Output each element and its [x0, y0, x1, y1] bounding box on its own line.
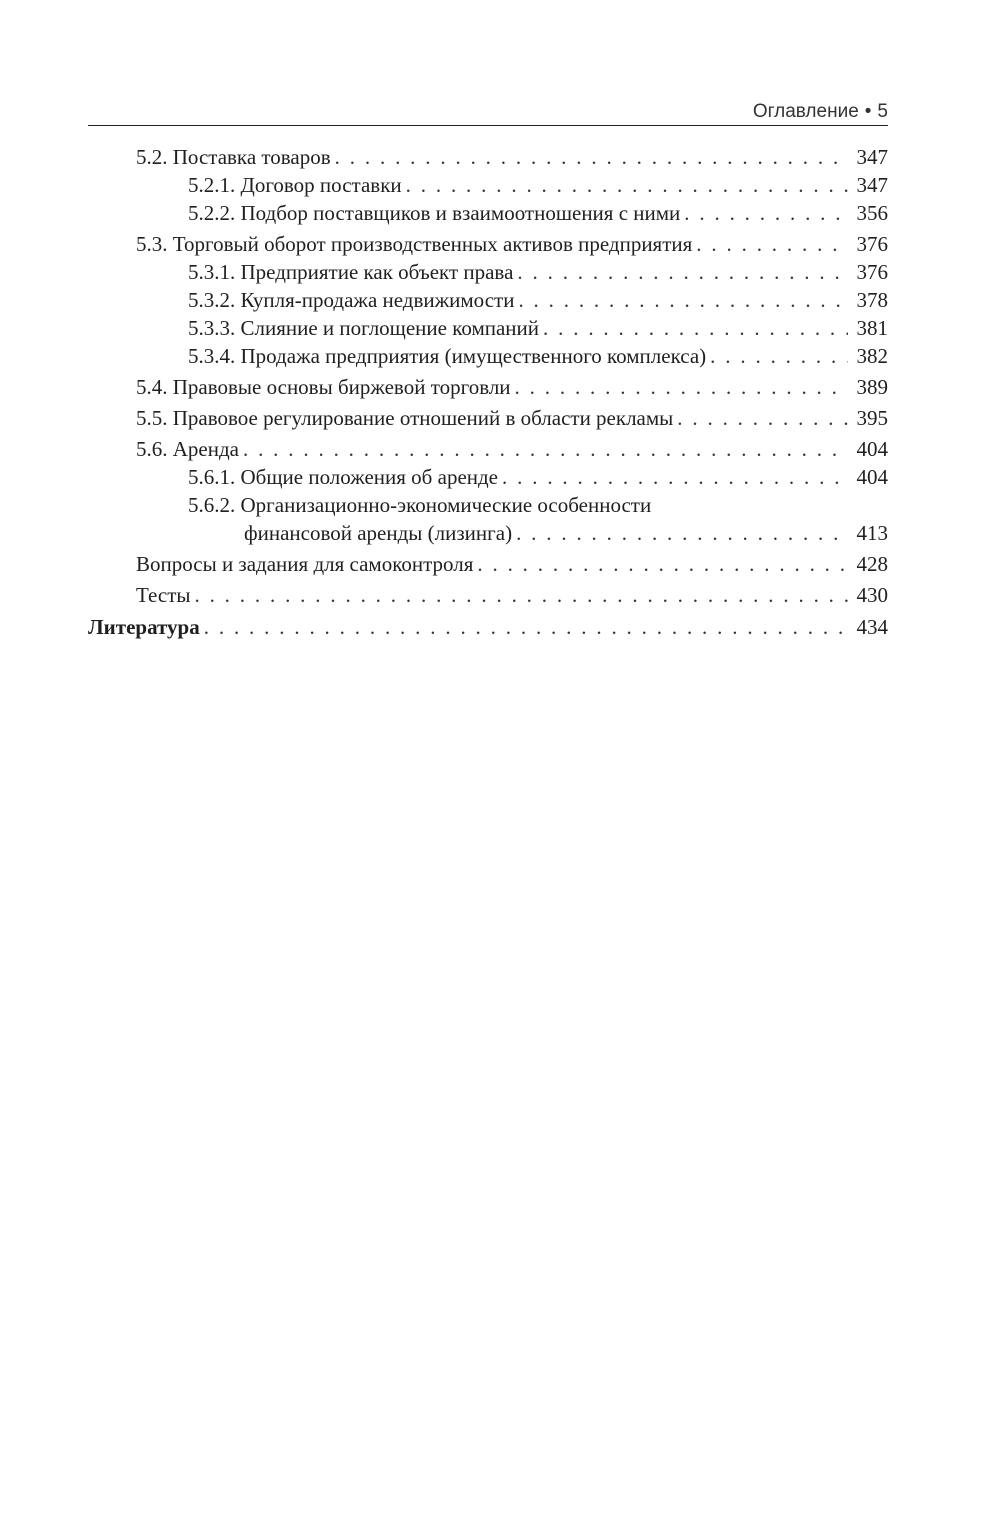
toc-entry-page: 347 [856, 173, 888, 197]
toc-entry-5-3-1[interactable] [0, 258, 888, 286]
dot-leader [710, 342, 848, 370]
dot-leader [684, 199, 848, 227]
dot-leader [677, 404, 848, 432]
toc-entry-number: 5.6. [136, 437, 173, 461]
toc-entry-5-4[interactable] [0, 373, 888, 401]
header-rule [88, 125, 888, 126]
toc-entry-5-2-1[interactable] [0, 171, 888, 199]
header-page-number: 5 [877, 101, 888, 122]
toc-entry-page: 376 [856, 260, 888, 284]
toc-entry-page: 404 [856, 465, 888, 489]
toc-entry-title: Договор поставки [240, 173, 402, 197]
toc-entry-title: Торговый оборот производственных активов предприятия [172, 232, 693, 256]
toc-entry-title: Подбор поставщиков и взаимоотношения с ними [240, 201, 681, 225]
dot-leader [335, 143, 848, 171]
toc-entry-5-5[interactable] [0, 404, 888, 432]
toc-entry-page: 381 [856, 316, 888, 340]
toc-entry-number: 5.2. [136, 145, 173, 169]
header-bullet: • [864, 101, 872, 122]
toc-entry-page: 430 [856, 583, 888, 607]
toc-entry-5-3[interactable] [0, 230, 888, 258]
toc-entry-title: Правовые основы биржевой торговли [172, 375, 511, 399]
toc-entry-title: Купля-продажа недвижимости [240, 288, 515, 312]
toc-entry-title: Слияние и поглощение компаний [240, 316, 540, 340]
toc-entry-title-continued: финансовой аренды (лизинга) [244, 521, 513, 545]
toc-entry-5-3-4[interactable] [0, 342, 888, 370]
toc-entry-5-3-3[interactable] [0, 314, 888, 342]
toc-entry-number: 5.3.1. [188, 260, 241, 284]
toc-entry-page: 395 [856, 406, 888, 430]
toc-entry-number: 5.3.2. [188, 288, 241, 312]
toc-entry-self-check[interactable] [0, 550, 888, 578]
toc-entry-title: Поставка товаров [172, 145, 331, 169]
toc-entry-title: Предприятие как объект права [240, 260, 514, 284]
toc-entry-page: 434 [856, 615, 888, 639]
toc-entry-title: Организационно-экономические особенности [240, 493, 652, 517]
toc-entry-number: 5.3.3. [188, 316, 241, 340]
toc-entry-title: Вопросы и задания для самоконтроля [136, 552, 474, 576]
toc-entry-page: 376 [856, 232, 888, 256]
toc-entry-title: Аренда [172, 437, 239, 461]
dot-leader [194, 581, 848, 609]
toc-entry-title: Правовое регулирование отношений в области рекламы [172, 406, 674, 430]
dot-leader [543, 314, 848, 342]
dot-leader [477, 550, 848, 578]
toc-entry-title: Литература [88, 615, 200, 639]
dot-leader [204, 613, 848, 641]
toc-entry-literature[interactable] [0, 613, 888, 641]
toc-entry-page: 378 [856, 288, 888, 312]
toc-entry-number: 5.2.2. [188, 201, 241, 225]
toc-entry-number: 5.5. [136, 406, 173, 430]
toc-entry-5-6[interactable] [0, 435, 888, 463]
toc-entry-page: 356 [856, 201, 888, 225]
toc-entry-page: 413 [856, 521, 888, 545]
toc-entry-5-6-2[interactable] [0, 491, 888, 519]
toc-entry-title: Продажа предприятия (имущественного комплекса) [240, 344, 707, 368]
toc-entry-title: Общие положения об аренде [240, 465, 499, 489]
toc-entry-number: 5.4. [136, 375, 173, 399]
dot-leader [696, 230, 848, 258]
toc-entry-number: 5.3. [136, 232, 173, 256]
toc-entry-5-6-1[interactable] [0, 463, 888, 491]
toc-entry-page: 428 [856, 552, 888, 576]
toc-entry-tests[interactable] [0, 581, 888, 609]
toc-entry-number: 5.3.4. [188, 344, 241, 368]
toc-entry-5-6-2-continued[interactable] [0, 519, 888, 547]
toc-entry-page: 404 [856, 437, 888, 461]
table-of-contents [0, 143, 1000, 641]
header-section-title: Оглавление [752, 101, 859, 122]
toc-entry-page: 389 [856, 375, 888, 399]
dot-leader [518, 286, 848, 314]
toc-entry-5-2[interactable] [0, 143, 888, 171]
toc-entry-page: 347 [856, 145, 888, 169]
dot-leader [516, 519, 848, 547]
dot-leader [502, 463, 848, 491]
toc-entry-5-2-2[interactable] [0, 199, 888, 227]
dot-leader [243, 435, 848, 463]
toc-entry-5-3-2[interactable] [0, 286, 888, 314]
dot-leader [515, 373, 848, 401]
toc-entry-number: 5.2.1. [188, 173, 241, 197]
toc-entry-page: 382 [856, 344, 888, 368]
dot-leader [517, 258, 848, 286]
toc-entry-number: 5.6.2. [188, 493, 241, 517]
toc-entry-title: Тесты [136, 583, 191, 607]
running-header [88, 98, 888, 126]
dot-leader [406, 171, 848, 199]
toc-entry-number: 5.6.1. [188, 465, 241, 489]
